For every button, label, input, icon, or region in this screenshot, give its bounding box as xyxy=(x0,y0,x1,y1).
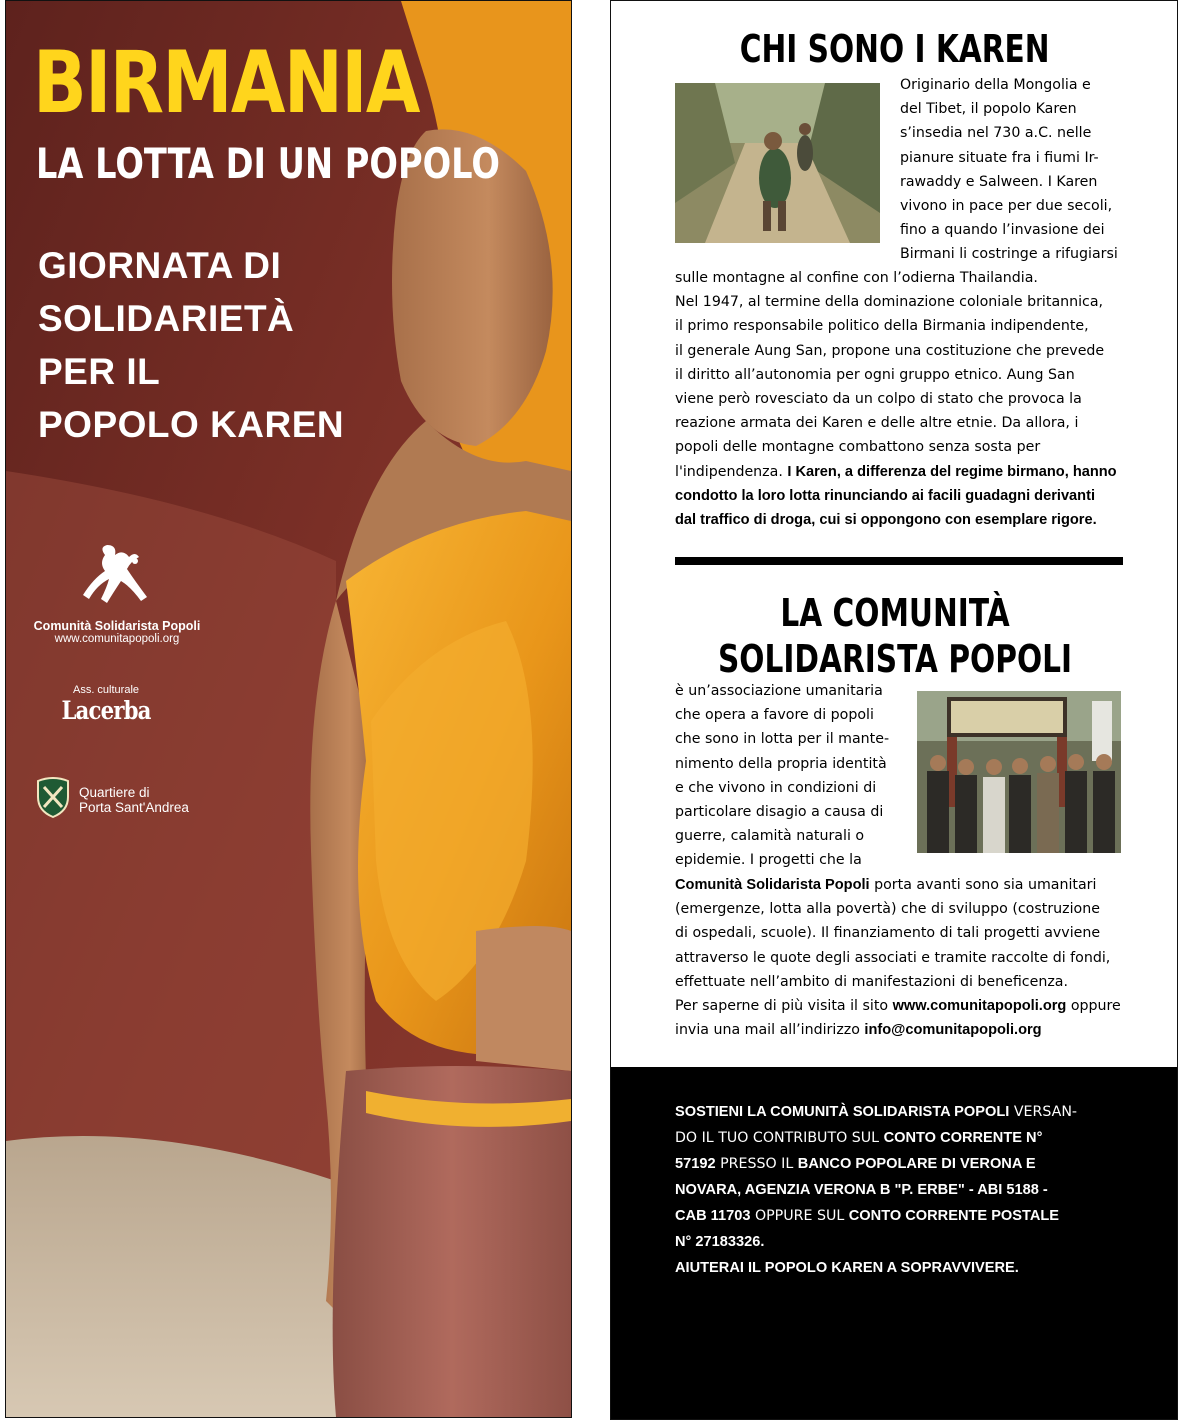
text-line: Originario della Mongolia e xyxy=(900,77,1091,93)
text-line: del Tibet, il popolo Karen xyxy=(900,101,1077,118)
section-divider xyxy=(675,557,1123,565)
text-line: fino a quando l’invasione dei xyxy=(900,222,1105,239)
poster-front-panel xyxy=(5,0,572,1418)
poster-title: BIRMANIA xyxy=(33,33,419,133)
text-line: Nel 1947, al termine della dominazione coloniale britannica, xyxy=(675,294,1104,311)
csp-heading xyxy=(611,591,1178,635)
event-title-line: POPOLO KAREN xyxy=(38,404,345,445)
text-emphasis: CAB 11703 xyxy=(675,1208,751,1224)
csp-heading-2 xyxy=(611,637,1178,681)
text-line: il primo responsabile politico della Birmania indipendente, xyxy=(675,318,1089,335)
event-title-line: GIORNATA DI xyxy=(38,245,282,286)
appeal-line: N° 27183326. xyxy=(675,1234,765,1250)
text-line: effettuate nell’ambito di manifestazioni di beneficenza. xyxy=(675,973,1068,990)
refugees-photo xyxy=(675,83,880,243)
text-line xyxy=(675,1018,1121,1042)
lacerba-logo-caption: Ass. culturale xyxy=(72,684,140,696)
text-line: epidemie. I progetti che la xyxy=(675,852,862,869)
text-line: Birmani li costringe a rifugiarsi xyxy=(900,246,1118,263)
csp-paragraph-intro xyxy=(675,679,898,873)
poster-back-panel xyxy=(610,0,1178,1420)
karen-heading xyxy=(611,27,1178,71)
text-line: e che vivono in condizioni di xyxy=(675,779,877,796)
text-line: viene però rovesciato da un colpo di stato che provoca la xyxy=(675,391,1082,408)
text-fragment: OPPURE SUL xyxy=(750,1208,849,1224)
csp-logo xyxy=(28,541,206,645)
text-line: il generale Aung San, propone una costituzione che prevede xyxy=(675,342,1105,359)
text-emphasis: SOSTIENI LA COMUNITÀ SOLIDARISTA POPOLI xyxy=(675,1104,1010,1120)
text-line: s’insedia nel 730 a.C. nelle xyxy=(900,125,1092,142)
csp-logo-name: Comunità Solidarista Popoli xyxy=(33,619,201,633)
text-line xyxy=(675,994,1121,1018)
text-emphasis: CONTO CORRENTE POSTALE xyxy=(848,1208,1060,1224)
ram-icon xyxy=(77,541,157,613)
website-link[interactable]: www.comunitapopoli.org xyxy=(892,998,1067,1015)
text-line: attraverso le quote degli associati e tramite raccolte di fondi, xyxy=(675,949,1111,966)
text-emphasis: Comunità Solidarista Popoli xyxy=(675,877,870,893)
text-line: reazione armata dei Karen e delle altre etnie. Da allora, i xyxy=(675,415,1079,432)
text-line: nimento della propria identità xyxy=(675,755,887,772)
text-fragment: porta avanti sono sia umanitari xyxy=(869,877,1097,893)
text-emphasis: condotto la loro lotta rinunciando ai facili guadagni derivanti xyxy=(675,487,1096,504)
csp-paragraph-details xyxy=(675,873,1121,1042)
appeal-line xyxy=(675,1151,1123,1177)
text-fragment: oppure xyxy=(1066,998,1121,1015)
text-fragment: DO IL TUO CONTRIBUTO SUL xyxy=(675,1130,884,1146)
text-line: che sono in lotta per il mante- xyxy=(675,731,890,748)
poster-subtitle: LA LOTTA DI UN POPOLO xyxy=(36,139,500,188)
quartiere-logo-line: Quartiere di xyxy=(79,785,150,800)
text-line xyxy=(675,873,1121,897)
text-line: popoli delle montagne combattono senza sosta per xyxy=(675,439,1041,456)
group-photo xyxy=(917,691,1121,853)
quartiere-logo-text xyxy=(79,785,189,815)
event-title xyxy=(38,239,344,451)
text-line: rawaddy e Salween. I Karen xyxy=(900,173,1098,190)
text-line: di ospedali, scuole). Il finanziamento di tali progetti avviene xyxy=(675,925,1101,942)
text-emphasis: I Karen, a differenza del regime birmano, hanno xyxy=(787,463,1117,480)
lacerba-logo-name: Lacerba xyxy=(61,696,151,725)
text-line: pianure situate fra i fiumi Ir- xyxy=(900,149,1099,166)
karen-paragraph-history xyxy=(675,266,1121,532)
text-line: che opera a favore di popoli xyxy=(675,707,874,724)
text-emphasis: BANCO POPOLARE DI VERONA E xyxy=(797,1156,1036,1172)
text-line: il diritto all’autonomia per ogni gruppo etnico. Aung San xyxy=(675,366,1075,383)
text-emphasis: CONTO CORRENTE N° xyxy=(883,1130,1043,1146)
appeal-line xyxy=(675,1099,1123,1125)
text-line: vivono in pace per due secoli, xyxy=(900,198,1113,215)
text-line: guerre, calamità naturali o xyxy=(675,828,865,845)
text-line: è un’associazione umanitaria xyxy=(675,683,883,699)
text-emphasis: dal traffico di droga, cui si oppongono con esemplare rigore. xyxy=(675,512,1097,529)
karen-heading-text: CHI SONO I KAREN xyxy=(740,27,1050,71)
email-link[interactable]: info@comunitapopoli.org xyxy=(864,1022,1042,1039)
csp-heading-line: SOLIDARISTA POPOLI xyxy=(717,637,1073,681)
text-line xyxy=(675,460,1121,484)
karen-paragraph-intro xyxy=(900,73,1121,267)
quartiere-logo xyxy=(34,777,234,823)
appeal-line: NOVARA, AGENZIA VERONA B "P. ERBE" - ABI 5188 - xyxy=(675,1182,1048,1198)
csp-heading-line: LA COMUNITÀ xyxy=(780,591,1010,635)
text-line: (emergenze, lotta alla povertà) che di sviluppo (costruzione xyxy=(675,901,1100,918)
text-fragment: PRESSO IL xyxy=(715,1156,798,1172)
lacerba-logo xyxy=(46,684,166,725)
appeal-line xyxy=(675,1203,1123,1229)
text-fragment: l'indipendenza. xyxy=(675,463,783,480)
text-line: sulle montagne al confine con l’odierna Thailandia. xyxy=(675,270,1038,286)
csp-logo-site: www.comunitapopoli.org xyxy=(54,633,180,645)
appeal-line xyxy=(675,1125,1123,1151)
event-title-line: PER IL xyxy=(38,351,161,392)
event-title-line: SOLIDARIETÀ xyxy=(38,298,295,339)
text-fragment: invia una mail all’indirizzo xyxy=(675,1022,865,1039)
text-fragment: VERSAN- xyxy=(1009,1104,1078,1120)
shield-icon xyxy=(34,777,72,819)
text-emphasis: 57192 xyxy=(675,1156,716,1172)
text-line: particolare disagio a causa di xyxy=(675,804,884,821)
appeal-line: AIUTERAI IL POPOLO KAREN A SOPRAVVIVERE. xyxy=(675,1260,1019,1276)
quartiere-logo-line: Porta Sant'Andrea xyxy=(79,800,189,815)
text-fragment: Per saperne di più visita il sito xyxy=(675,998,893,1015)
donation-appeal xyxy=(675,1099,1123,1281)
